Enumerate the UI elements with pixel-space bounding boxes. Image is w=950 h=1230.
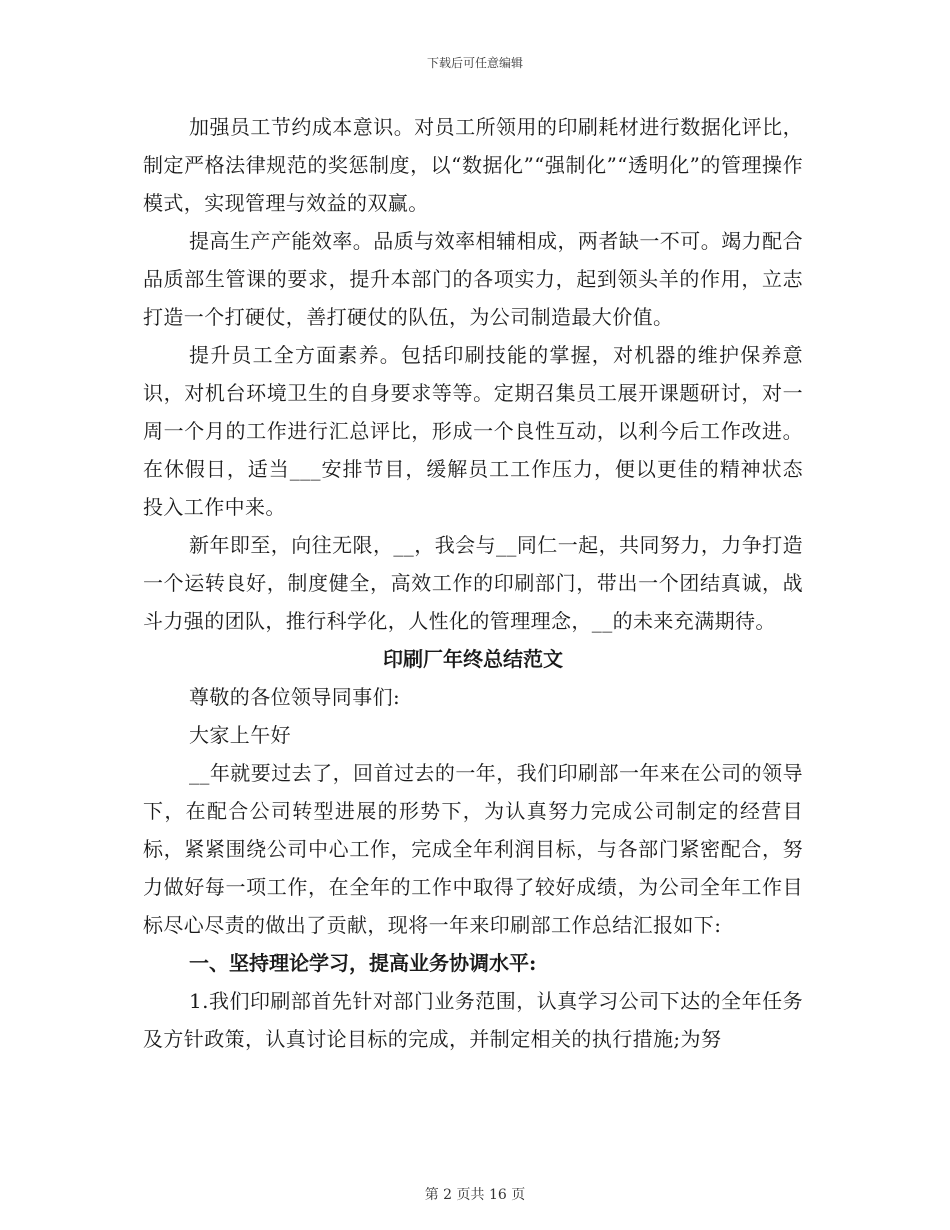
heading-theory-study: 一、坚持理论学习，提高业务协调水平: [189,951,537,975]
paragraph-cost-awareness: 加强员工节约成本意识。对员工所领用的印刷耗材进行数据化评比，制定严格法律规范的奖惩制度，以“数据化”“强制化”“透明化”的管理操作模式，实现管理与效益的双赢。 [143,115,803,215]
greeting-morning: 大家上午好 [189,723,291,747]
page-footer: 第 2 页共 16 页 [424,1187,526,1203]
greeting-leaders: 尊敬的各位领导同事们: [189,685,401,709]
paragraph-new-year: 新年即至，向往无限，__，我会与__同仁一起，共同努力，力争打造一个运转良好，制度健全，高效工作的印刷部门，带出一个团结真诚，战斗力强的团队，推行科学化，人性化的管理理念，__的未来充满期待。 [143,533,803,633]
section-title: 印刷厂年终总结范文 [383,647,563,671]
page-header: 下载后可任意编辑 [426,56,523,70]
paragraph-staff-quality: 提升员工全方面素养。包括印刷技能的掌握，对机器的维护保养意识，对机台环境卫生的自身要求等等。定期召集员工展开课题研讨，对一周一个月的工作进行汇总评比，形成一个良性互动，以利今后工作改进。在休假日，适当___安排节目，缓解员工工作压力，便以更佳的精神状态投入工作中来。 [143,343,803,519]
document-body [143,108,803,1058]
paragraph-efficiency: 提高生产产能效率。品质与效率相辅相成，两者缺一不可。竭力配合品质部生管课的要求，提升本部门的各项实力，起到领头羊的作用，立志打造一个打硬仗，善打硬仗的队伍，为公司制造最大价值。 [143,229,803,329]
paragraph-intro: __年就要过去了，回首过去的一年，我们印刷部一年来在公司的领导下，在配合公司转型进展的形势下，为认真努力完成公司制定的经营目标，紧紧围绕公司中心工作，完成全年利润目标，与各部门紧密配合，努力做好每一项工作，在全年的工作中取得了较好成绩，为公司全年工作目标尽心尽责的做出了贡献，现将一年来印刷部工作总结汇报如下: [143,761,803,937]
list-item-1: 1.我们印刷部首先针对部门业务范围，认真学习公司下达的全年任务及方针政策，认真讨论目标的完成，并制定相关的执行措施;为努 [143,989,803,1051]
